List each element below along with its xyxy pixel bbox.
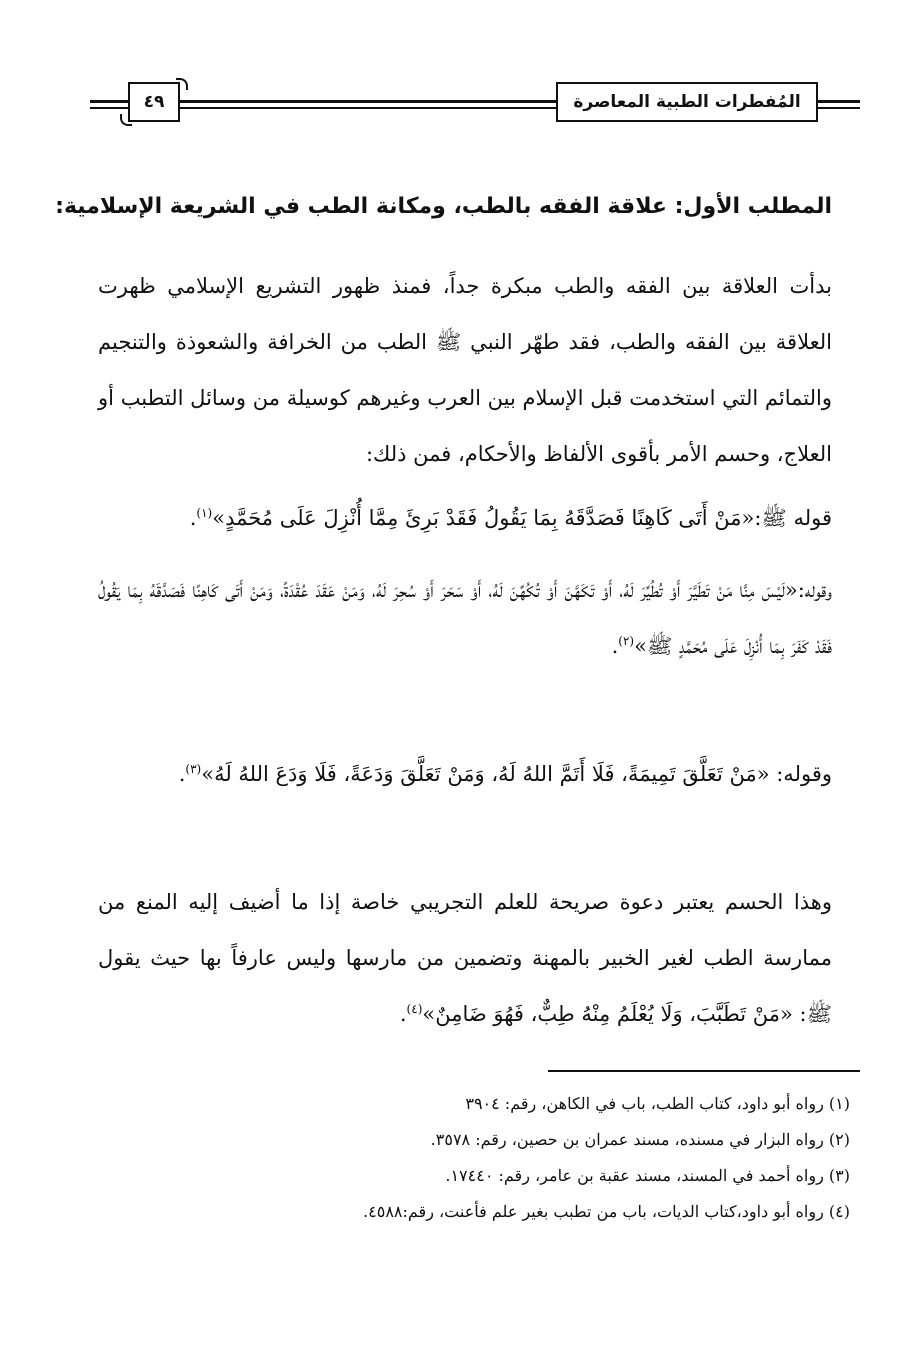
hadith-1-intro: قوله ﷺ: xyxy=(754,506,832,530)
hadith-2-quote: «لَيْسَ مِنَّا مَنْ تَطَيَّرَ أَوْ تُطُيِّرَ لَهُ، أَوْ تَكَهَّنَ أَوْ تُكُهِّنَ لَهُ، أَوْ سَحَرَ أَوْ سُحِرَ لَهُ، وَمَنْ عَقَدَ عُقْدَةً، وَمَنْ أَتَى كَاهِنًا فَصَدَّقَهُ بِمَا يَقُولُ فَقَدْ كَفَرَ بِمَا أُنْزِلَ عَلَى مُحَمَّدٍ ﷺ» xyxy=(98,578,832,658)
hadith-4-quote: «مَنْ تَطَبَّبَ، وَلَا يُعْلَمُ مِنْهُ طِبٌّ، فَهُوَ ضَامِنٌ» xyxy=(422,1002,793,1026)
footnote-1: (١) رواه أبو داود، كتاب الطب، باب في الكاهن، رقم: ٣٩٠٤ xyxy=(465,1094,850,1113)
paragraph-conclusion-text: وهذا الحسم يعتبر دعوة صريحة للعلم التجريبي خاصة إذا ما أضيف إليه المنع من ممارسة الطب لغير الخبير بالمهنة وتضمين من مارسها وليس عارفاً بها حيث يقول ﷺ: xyxy=(98,890,832,1026)
footnote-4: (٤) رواه أبو داود،كتاب الديات، باب من تطبب بغير علم فأعنت، رقم:٤٥٨٨. xyxy=(363,1202,850,1221)
footnote-3: (٣) رواه أحمد في المسند، مسند عقبة بن عامر، رقم: ١٧٤٤٠. xyxy=(445,1166,850,1185)
footnote-separator xyxy=(548,1070,860,1072)
footnotes xyxy=(260,1086,850,1230)
paragraph-intro-text: بدأت العلاقة بين الفقه والطب مبكرة جداً، فمنذ ظهور التشريع الإسلامي ظهرت العلاقة بين الفقه والطب، فقد طهّر النبي ﷺ الطب من الخرافة والشعوذة والتنجيم والتمائم التي استخدمت قبل الإسلام بين العرب وغيرهم كوسيلة من وسائل التطبب أو العلاج، وحسم الأمر بأقوى الألفاظ والأحكام، فمن ذلك: xyxy=(98,274,832,466)
hadith-2: وقوله:«لَيْسَ مِنَّا مَنْ تَطَيَّرَ أَوْ تُطُيِّرَ لَهُ، أَوْ تَكَهَّنَ أَوْ تُكُهِّنَ لَهُ، أَوْ سَحَرَ أَوْ سُحِرَ لَهُ، وَمَنْ عَقَدَ عُقْدَةً، وَمَنْ أَتَى كَاهِنًا فَصَدَّقَهُ بِمَا يَقُولُ فَقَدْ كَفَرَ بِمَا أُنْزِلَ عَلَى مُحَمَّدٍ ﷺ»$^{(٢)}$. xyxy=(98,578,832,658)
hadith-3-quote: «مَنْ تَعَلَّقَ تَمِيمَةً، فَلَا أَتَمَّ اللهُ لَهُ، وَمَنْ تَعَلَّقَ وَدَعَةً، فَلَا وَدَعَ اللهُ لَهُ» xyxy=(201,762,770,786)
paragraph-intro xyxy=(98,258,832,482)
running-title-text: المُفطرات الطبية المعاصرة xyxy=(573,92,801,112)
hadith-1-quote: «مَنْ أَتَى كَاهِنًا فَصَدَّقَهُ بِمَا يَقُولُ فَقَدْ بَرِئَ مِمَّا أُنْزِلَ عَلَى مُحَمَّدٍ» xyxy=(212,506,755,530)
footnote-ref-4: (٤) xyxy=(406,1002,423,1016)
running-title xyxy=(556,82,818,122)
hadith-3-intro: وقوله: xyxy=(776,762,832,786)
hadith-2-intro: وقوله: xyxy=(797,578,832,602)
hadith-3: وقوله: «مَنْ تَعَلَّقَ تَمِيمَةً، فَلَا أَتَمَّ اللهُ لَهُ، وَمَنْ تَعَلَّقَ وَدَعَةً، فَلَا وَدَعَ اللهُ لَهُ»$^{(٣)}$. xyxy=(178,762,832,786)
footnote-ref-3: (٣) xyxy=(185,762,202,776)
page-number-text: ٤٩ xyxy=(143,92,165,112)
paragraph-conclusion: وهذا الحسم يعتبر دعوة صريحة للعلم التجريبي خاصة إذا ما أضيف إليه المنع من ممارسة الطب لغير الخبير بالمهنة وتضمين من مارسها وليس عارفاً بها حيث يقول ﷺ: «مَنْ تَطَبَّبَ، وَلَا يُعْلَمُ مِنْهُ طِبٌّ، فَهُوَ ضَامِنٌ»$^{(٤)}$. xyxy=(98,890,832,1026)
hadith-1: قوله ﷺ:«مَنْ أَتَى كَاهِنًا فَصَدَّقَهُ بِمَا يَقُولُ فَقَدْ بَرِئَ مِمَّا أُنْزِلَ عَلَى مُحَمَّدٍ»$^{(١)}$. xyxy=(189,506,832,530)
footnote-2: (٢) رواه البزار في مسنده، مسند عمران بن حصين، رقم: ٣٥٧٨. xyxy=(430,1130,850,1149)
page-number xyxy=(128,82,180,122)
footnote-ref-2: (٢) xyxy=(618,634,635,648)
section-heading: المطلب الأول: علاقة الفقه بالطب، ومكانة الطب في الشريعة الإسلامية: xyxy=(55,194,832,219)
footnote-ref-1: (١) xyxy=(196,506,213,520)
